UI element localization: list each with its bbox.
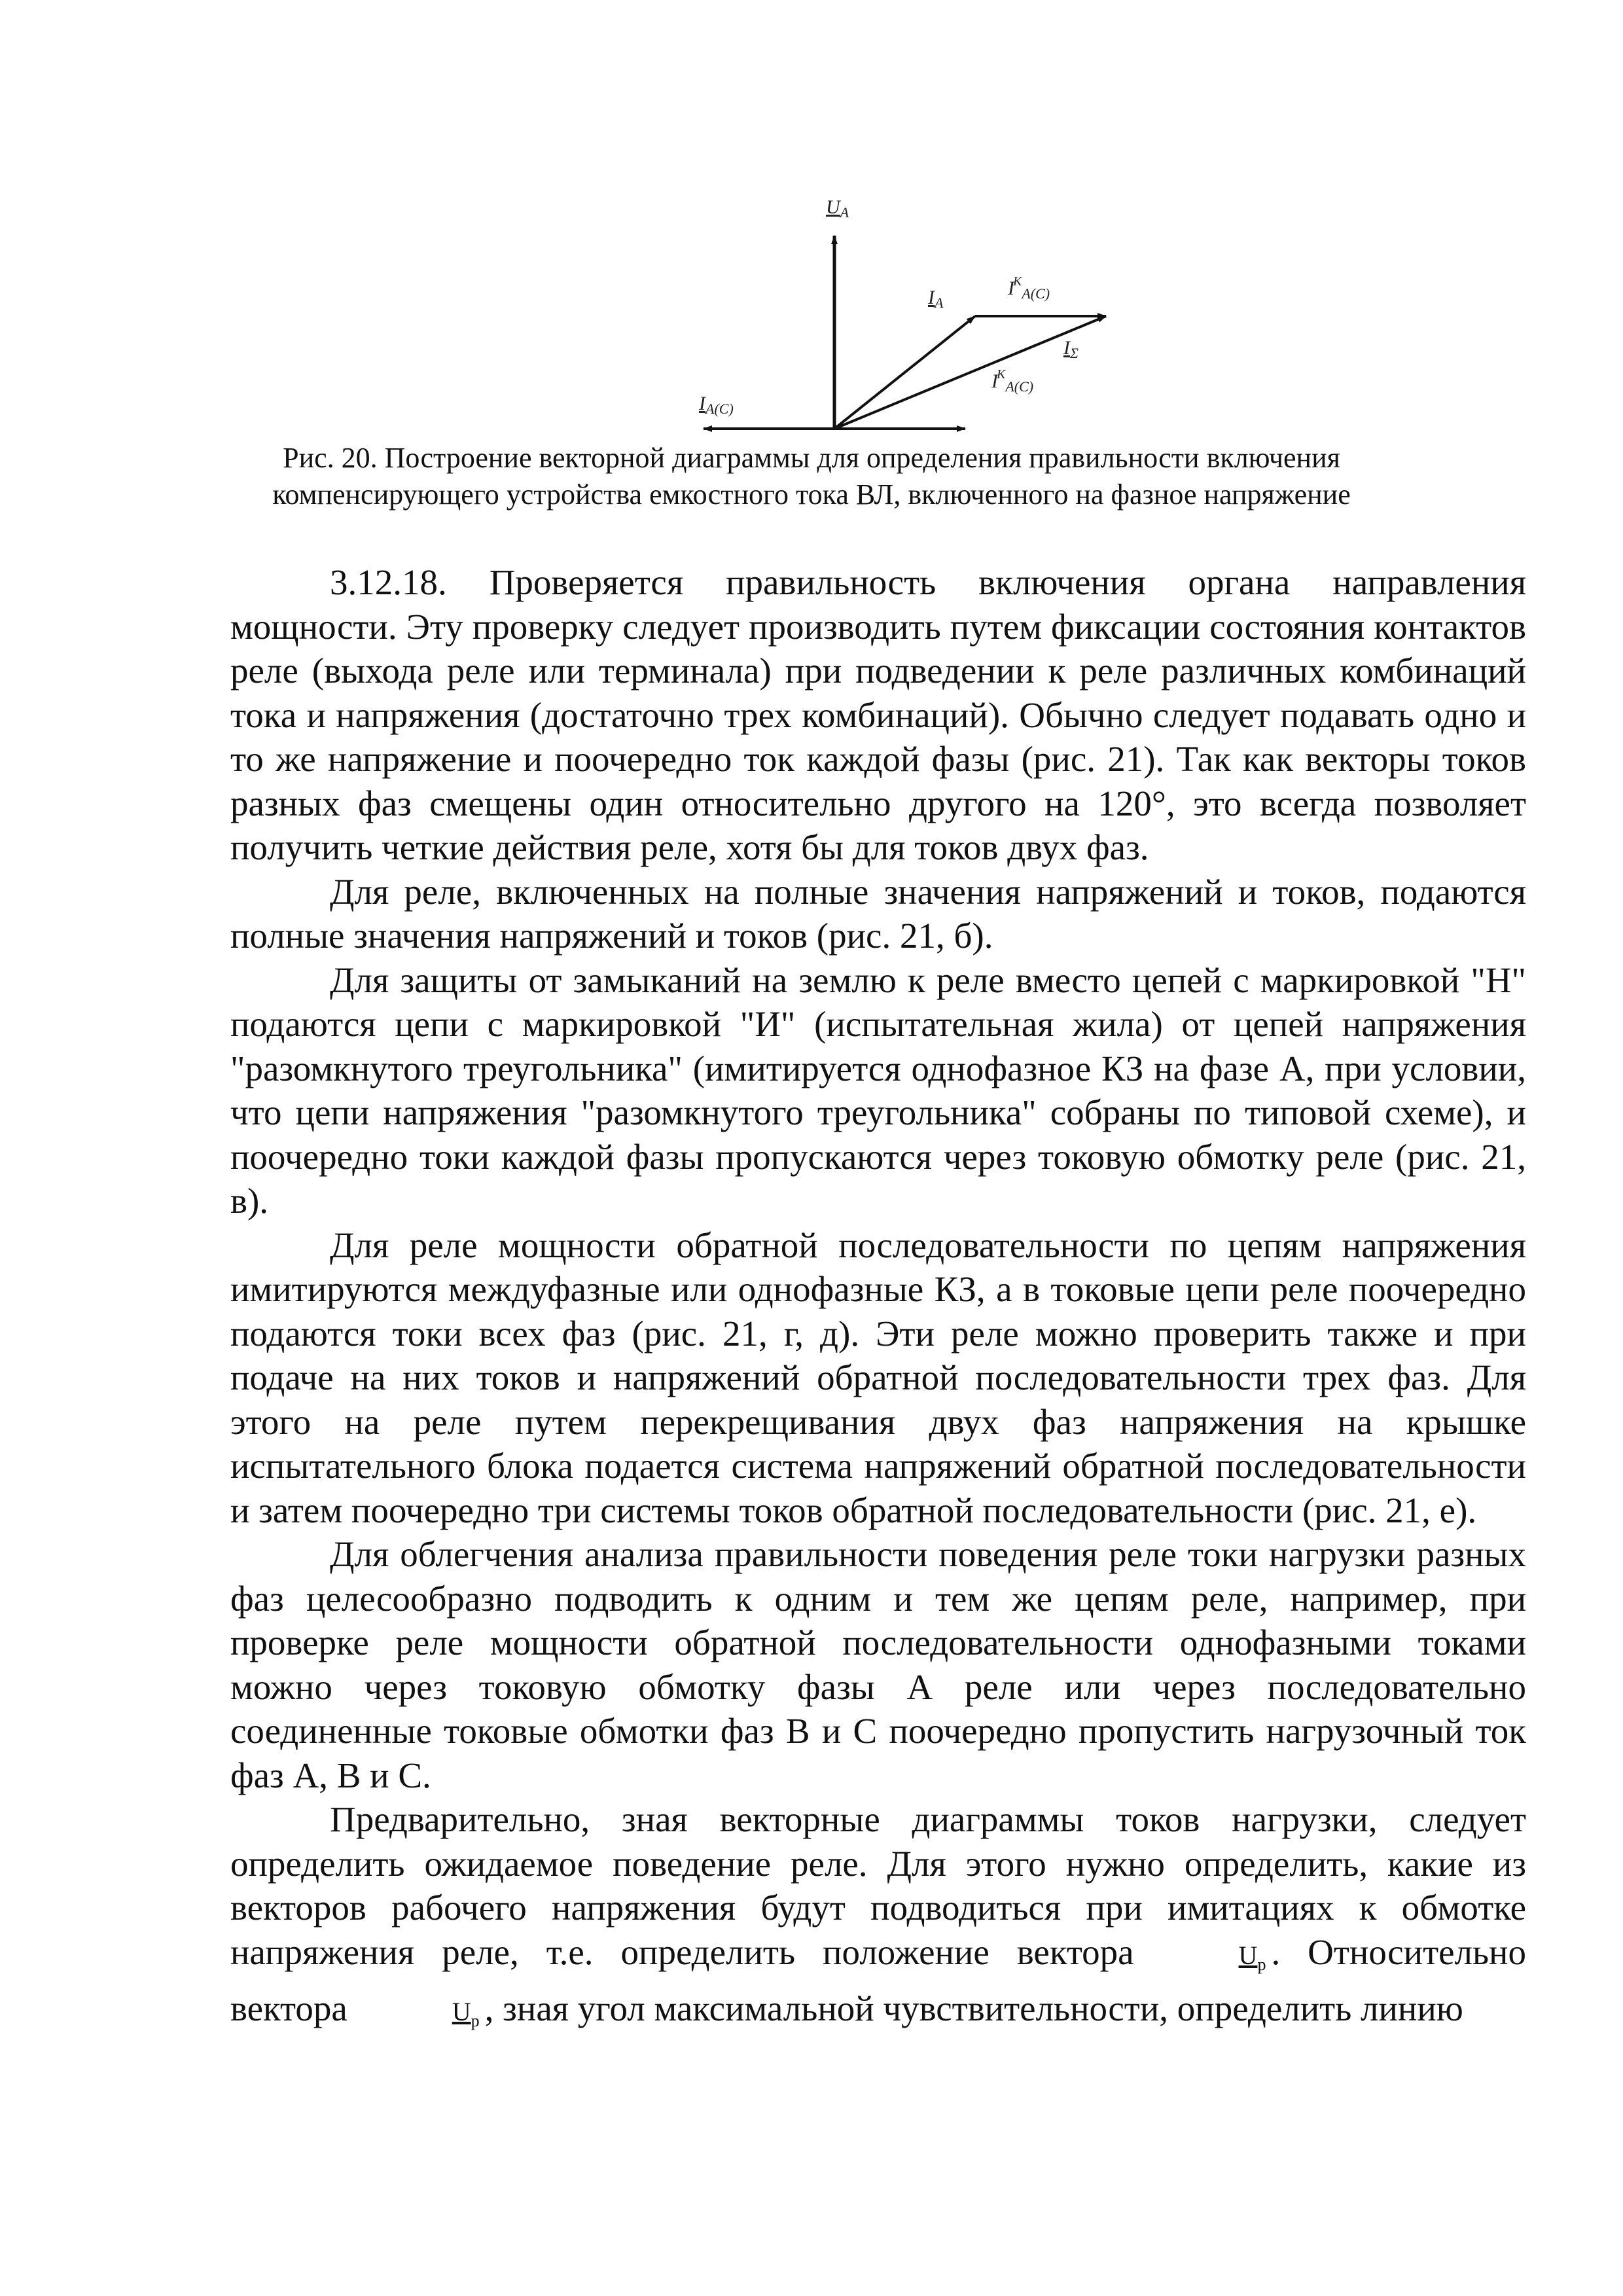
paragraph-3-12-18: 3.12.18. Проверяется правильность включения органа направления мощности. Эту проверку следует производить путем фиксации состояния контактов реле (выхода реле или терминала) при подведении к реле различных комбинаций тока и напряжения (достаточно трех комбинаций). Обычно следует подавать одно и то же напряжение и поочередно ток каждой фазы (рис. 21). Так как векторы токов разных фаз смещены один относительно другого на 120°, это всегда позволяет получить четкие действия реле, хотя бы для токов двух фаз. — [230, 562, 1526, 867]
label-ik-top — [1008, 275, 1050, 301]
vector-ia — [834, 316, 975, 429]
paragraph-expected-behavior — [230, 1797, 1526, 2043]
label-ua-main: U — [826, 196, 840, 218]
label-ia-sub: A — [935, 295, 944, 311]
label-ik-top-sub: A(C) — [1022, 285, 1050, 302]
caption-line-1: Рис. 20. Построение векторной диаграммы для определения правильности включения — [283, 442, 1340, 474]
paragraph-full-values: Для реле, включенных на полные значения напряжений и токов, подаются полные значения напряжений и токов (рис. 21, б). — [230, 871, 1526, 956]
paragraph-negative-sequence: Для реле мощности обратной последовательности по цепям напряжения имитируются междуфазные или однофазные КЗ, а в токовые цепи реле поочередно подаются токи всех фаз (рис. 21, г, д). Эти реле можно проверить также и при подаче на них токов и напряжений обратной последовательности трех фаз. Для этого на реле путем перекрещивания двух фаз напряжения на крышке испытательного блока подается система напряжений обратной последовательности и затем поочередно три системы токов обратной последовательности (рис. 21, е). — [230, 1225, 1526, 1530]
label-ik-bottom — [991, 368, 1033, 394]
label-ik-bottom-sup: K — [997, 367, 1006, 382]
label-ia — [928, 288, 943, 310]
label-isum-main: I — [1063, 337, 1070, 359]
figure-caption — [249, 440, 1374, 513]
paragraph-6-text-2: . Относительно вектора — [230, 1931, 1526, 2028]
vector-isum — [834, 316, 1106, 429]
symbol-up — [1139, 1933, 1266, 1987]
label-ik-bottom-sub: A(C) — [1005, 378, 1034, 395]
label-iac — [699, 394, 734, 416]
label-isum-sub: Σ — [1070, 345, 1079, 361]
label-iac-main: I — [699, 393, 705, 414]
label-ik-top-main: I — [1008, 278, 1014, 299]
symbol-up-sub: р — [1257, 1954, 1266, 1974]
label-iac-sub: A(C) — [705, 401, 734, 417]
label-ik-top-sup: K — [1013, 274, 1022, 289]
label-ia-main: I — [928, 287, 935, 308]
vector-diagram — [654, 183, 1165, 445]
caption-line-2: компенсирующего устройства емкостного тока ВЛ, включенного на фазное напряжение — [272, 478, 1351, 511]
label-ik-bottom-main: I — [991, 370, 998, 392]
label-ua-sub: A — [840, 204, 849, 221]
paragraph-load-currents: Для облегчения анализа правильности поведения реле токи нагрузки разных фаз целесообразно подводить к одним и тем же цепям реле, например, при проверке реле мощности обратной последовательности однофазными токами можно через токовую обмотку фазы А реле или через последовательно соединенные токовые обмотки фаз В и С поочередно пропустить нагрузочный ток фаз А, В и С. — [230, 1534, 1526, 1795]
symbol-up-main: U — [1238, 1940, 1258, 1970]
label-ua — [826, 198, 849, 220]
label-isum — [1063, 338, 1079, 361]
symbol-up-2 — [353, 1990, 480, 2043]
body-text — [230, 560, 1526, 2043]
paragraph-6-text-1: Предварительно, зная векторные диаграммы токов нагрузки, следует определить ожидаемое поведение реле. Для этого нужно определить, какие из векторов рабочего напряжения будут подводиться при имитациях к обмотке напряжения реле, т.е. определить положение вектора — [230, 1799, 1526, 1972]
symbol-up-2-sub: р — [471, 2011, 480, 2030]
paragraph-ground-fault: Для защиты от замыканий на землю к реле вместо цепей с маркировкой "Н" подаются цепи с маркировкой "И" (испытательная жила) от цепей напряжения "разомкнутого треугольника" (имитируется однофазное КЗ на фазе А, при условии, что цепи напряжения "разомкнутого треугольника" собраны по типовой схеме), и поочередно токи каждой фазы пропускаются через токовую обмотку реле (рис. 21, в). — [230, 960, 1526, 1221]
paragraph-6-text-3: , зная угол максимальной чувствительности, определить линию — [484, 1988, 1463, 2028]
symbol-up-2-main: U — [452, 1997, 471, 2026]
